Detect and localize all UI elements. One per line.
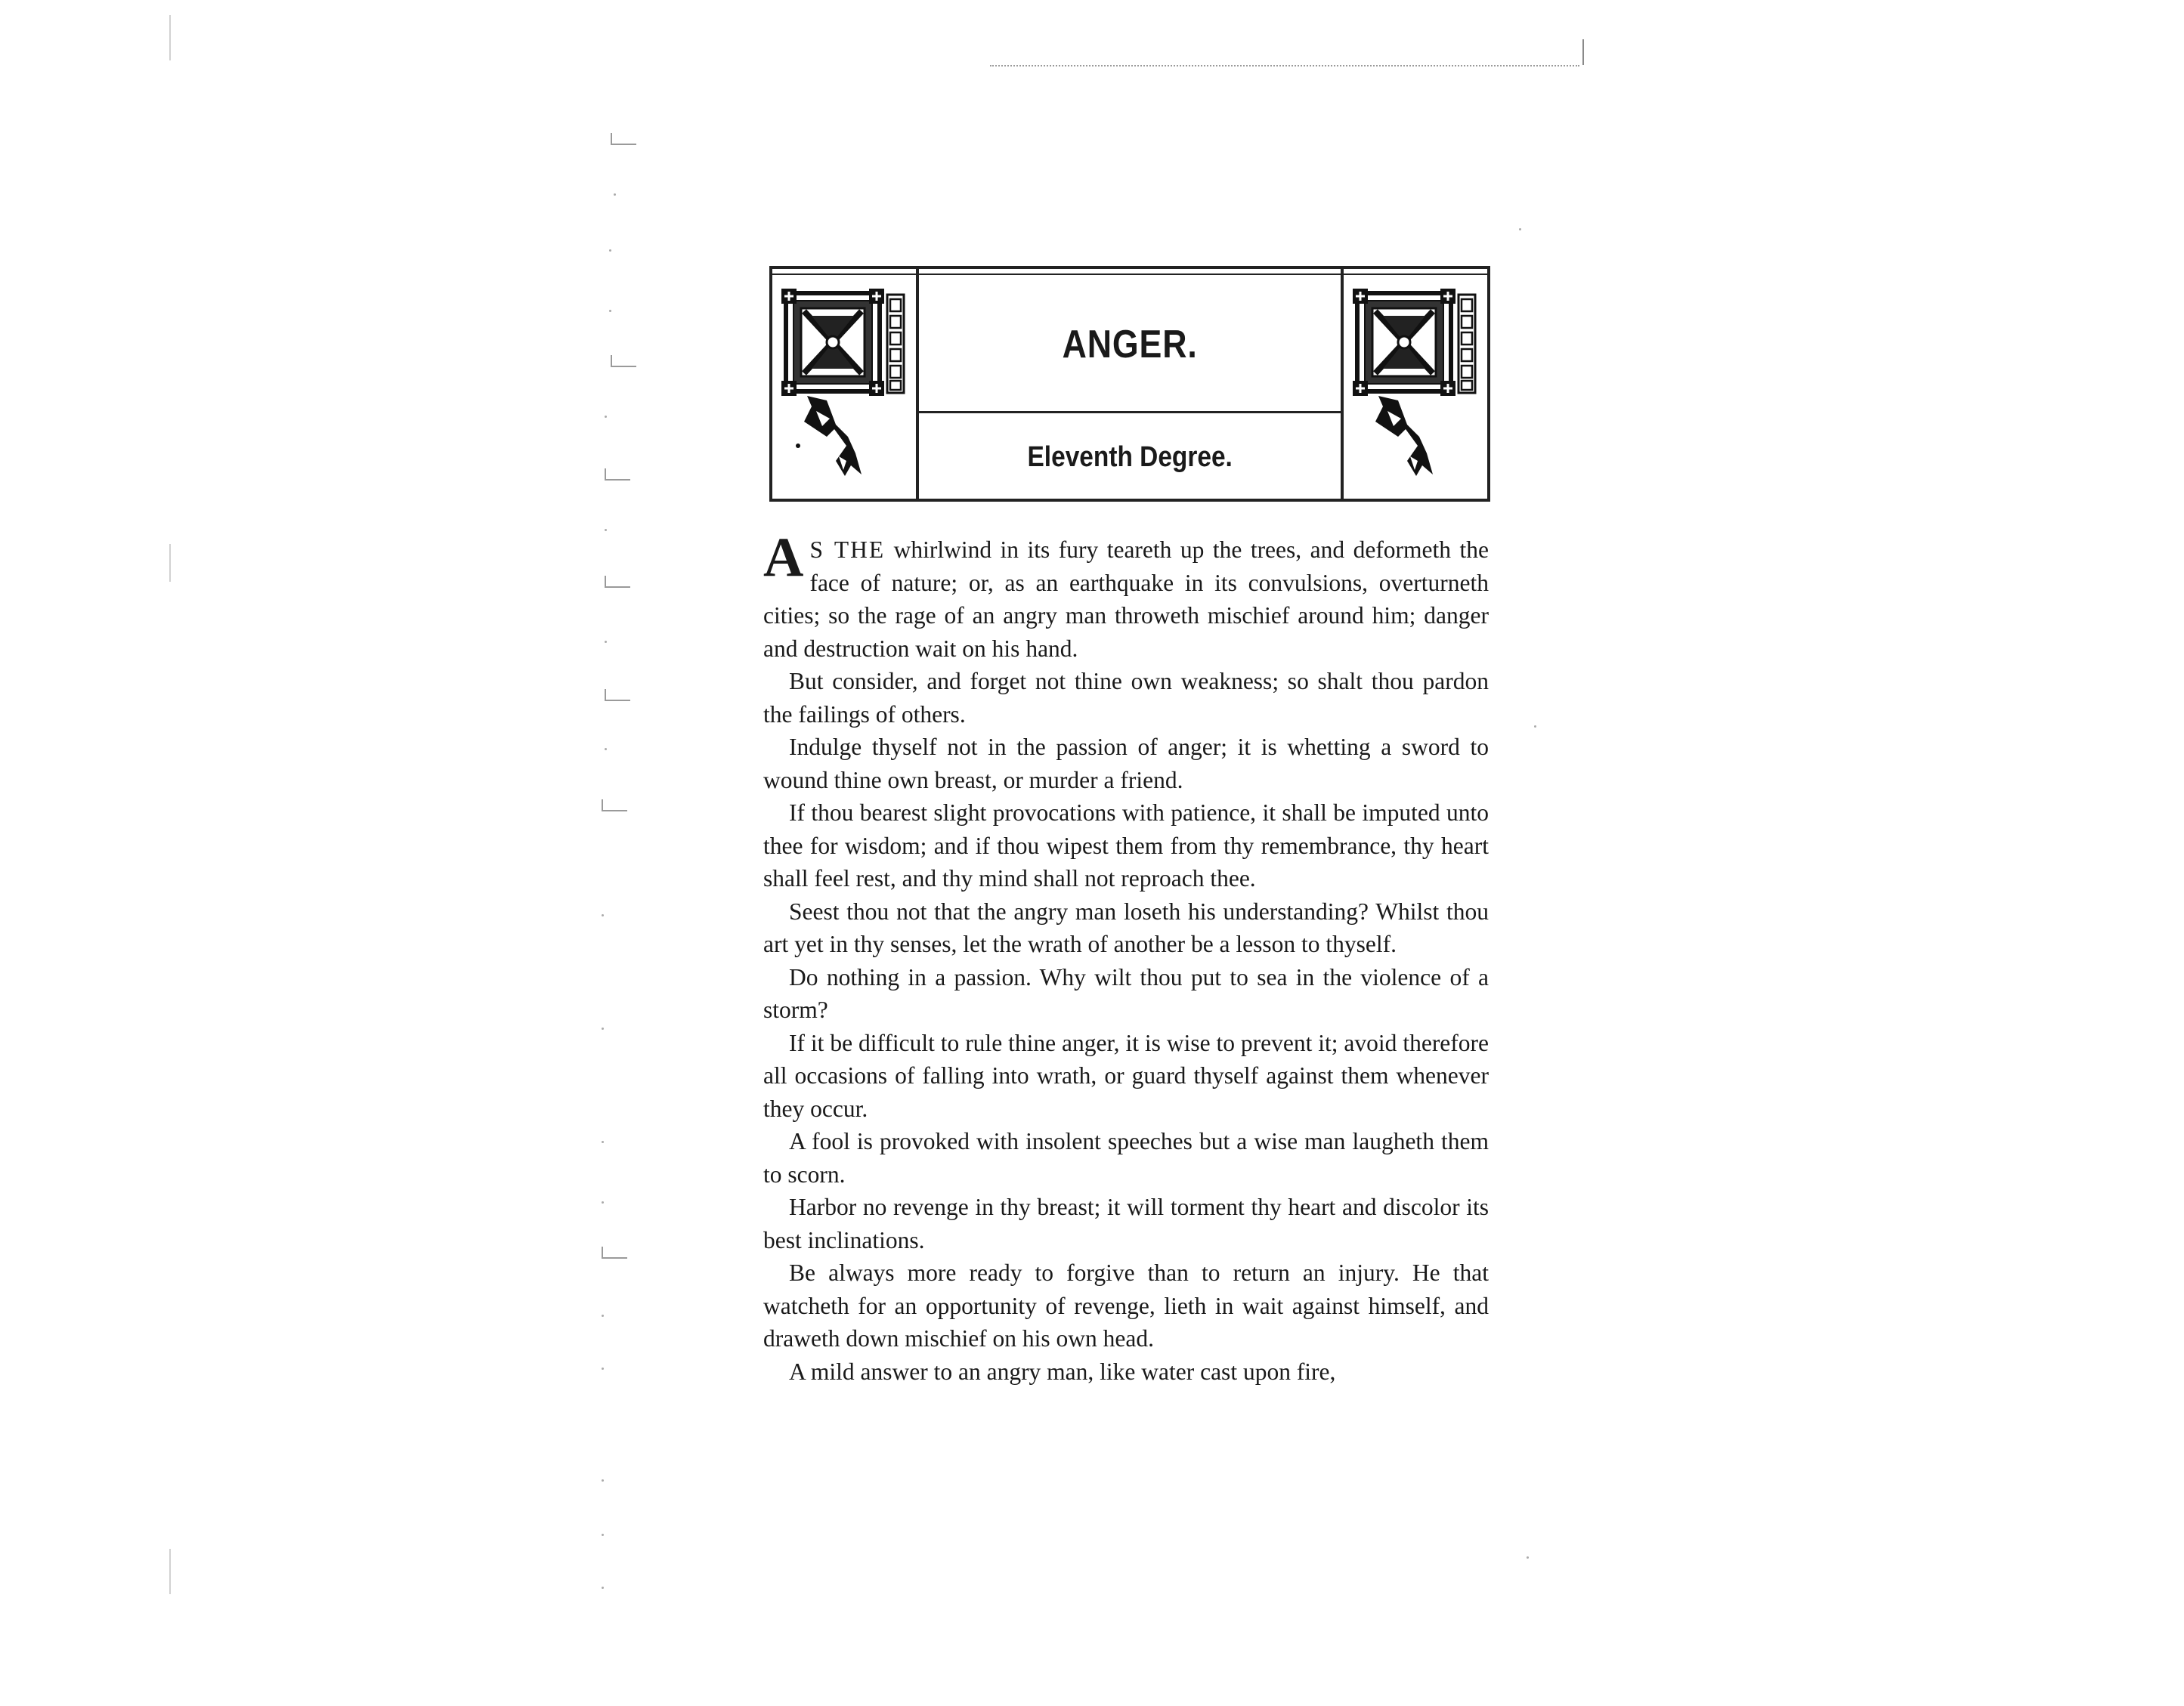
scan-edge-line (169, 15, 171, 60)
masonic-apron-emblem-icon (1353, 286, 1481, 490)
scan-edge-line (169, 544, 171, 582)
margin-tick-mark (605, 468, 630, 481)
paragraph: Seest thou not that the angry man loseth his understanding? Whilst thou art yet in thy senses, let the wrath of another be a lesson to thyself. (763, 898, 1489, 957)
degree-header-box (769, 266, 1490, 502)
degree-subtitle: Eleventh Degree. (1027, 441, 1233, 473)
scan-edge-line (169, 1549, 171, 1594)
masonic-apron-emblem-icon (781, 286, 910, 490)
margin-tick-mark (602, 1247, 627, 1259)
opening-words: S THE (809, 536, 886, 563)
margin-tick-mark (611, 133, 636, 145)
right-emblem-cell (1341, 269, 1487, 499)
left-emblem-cell (772, 269, 919, 499)
margin-tick-mark (602, 799, 627, 811)
drop-cap: A (763, 527, 804, 589)
margin-tick-mark (611, 355, 636, 367)
body-text (763, 527, 1489, 1388)
scan-edge-line (990, 65, 1579, 66)
paragraph: But consider, and forget not thine own weakness; so shalt thou pardon the failings of others. (763, 668, 1489, 728)
paragraph: If thou bearest slight provocations with patience, it shall be imputed unto thee for wisdom; and if thou wipest them from thy remembrance, thy heart shall feel rest, and thy mind shall not reproach thee. (763, 799, 1489, 892)
paragraph: Do nothing in a passion. Why wilt thou put to sea in the violence of a storm? (763, 963, 1489, 1023)
paragraph: Indulge thyself not in the passion of anger; it is whetting a sword to wound thine own breast, or murder a friend. (763, 734, 1489, 793)
paragraph: If it be difficult to rule thine anger, it is wise to prevent it; avoid therefore all occasions of falling into wrath, or guard thyself against them whenever they occur. (763, 1029, 1489, 1122)
scan-edge-tick (1582, 39, 1584, 65)
paragraph: A fool is provoked with insolent speeches but a wise man laugheth them to scorn. (763, 1128, 1489, 1188)
subtitle-cell (919, 413, 1341, 499)
page-title: ANGER. (1062, 323, 1198, 366)
paragraph: A mild answer to an angry man, like water cast upon fire, (789, 1358, 1336, 1385)
margin-tick-mark (605, 576, 630, 588)
title-cell (919, 269, 1341, 413)
paragraph: Harbor no revenge in thy breast; it will torment thy heart and discolor its best inclinations. (763, 1194, 1489, 1253)
paragraph: Be always more ready to forgive than to return an injury. He that watcheth for an opportunity of revenge, lieth in wait against himself, and draweth down mischief on his own head. (763, 1259, 1489, 1352)
margin-tick-mark (605, 689, 630, 701)
paragraph: A S THE whirlwind in its fury teareth up the trees, and deformeth the face of nature; or, as an earthquake in its convulsions, overturneth cities; so the rage of an angry man throweth mischief around him; danger and destruction wait on his hand. (763, 527, 1489, 662)
